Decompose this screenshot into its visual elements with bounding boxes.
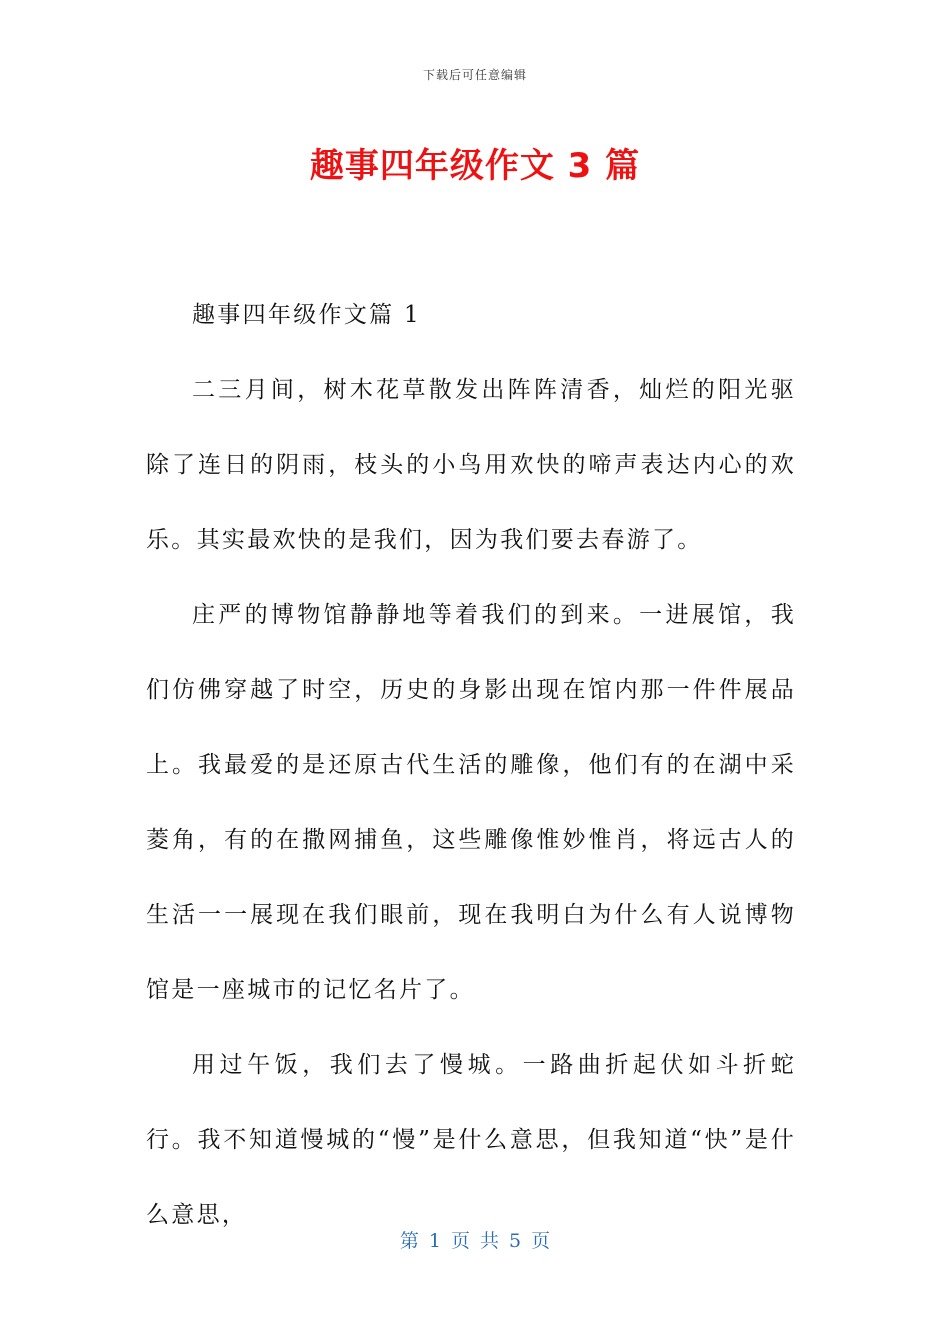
- page-footer-pagination: 第 1 页 共 5 页: [399, 1230, 551, 1252]
- header-note: 下载后可任意编辑: [422, 68, 527, 82]
- document-body: [146, 278, 796, 1253]
- section-heading: 趣事四年级作文篇 1: [192, 302, 421, 328]
- document-title: 趣事四年级作文 3 篇: [309, 146, 641, 186]
- paragraph: 庄严的博物馆静静地等着我们的到来。一进展馆，我们仿佛穿越了时空，历史的身影出现在馆内那一件件展品上。我最爱的是还原古代生活的雕像，他们有的在湖中采菱角，有的在撒网捕鱼，这些雕像惟妙惟肖，将远古人的生活一一展现在我们眼前，现在我明白为什么有人说博物馆是一座城市的记忆名片了。: [146, 602, 796, 1003]
- paragraph: 用过午饭，我们去了慢城。一路曲折起伏如斗折蛇行。我不知道慢城的“慢”是什么意思，但我知道“快”是什么意思，: [146, 1052, 796, 1228]
- paragraph: 二三月间，树木花草散发出阵阵清香，灿烂的阳光驱除了连日的阴雨，枝头的小鸟用欢快的啼声表达内心的欢乐。其实最欢快的是我们，因为我们要去春游了。: [146, 377, 796, 553]
